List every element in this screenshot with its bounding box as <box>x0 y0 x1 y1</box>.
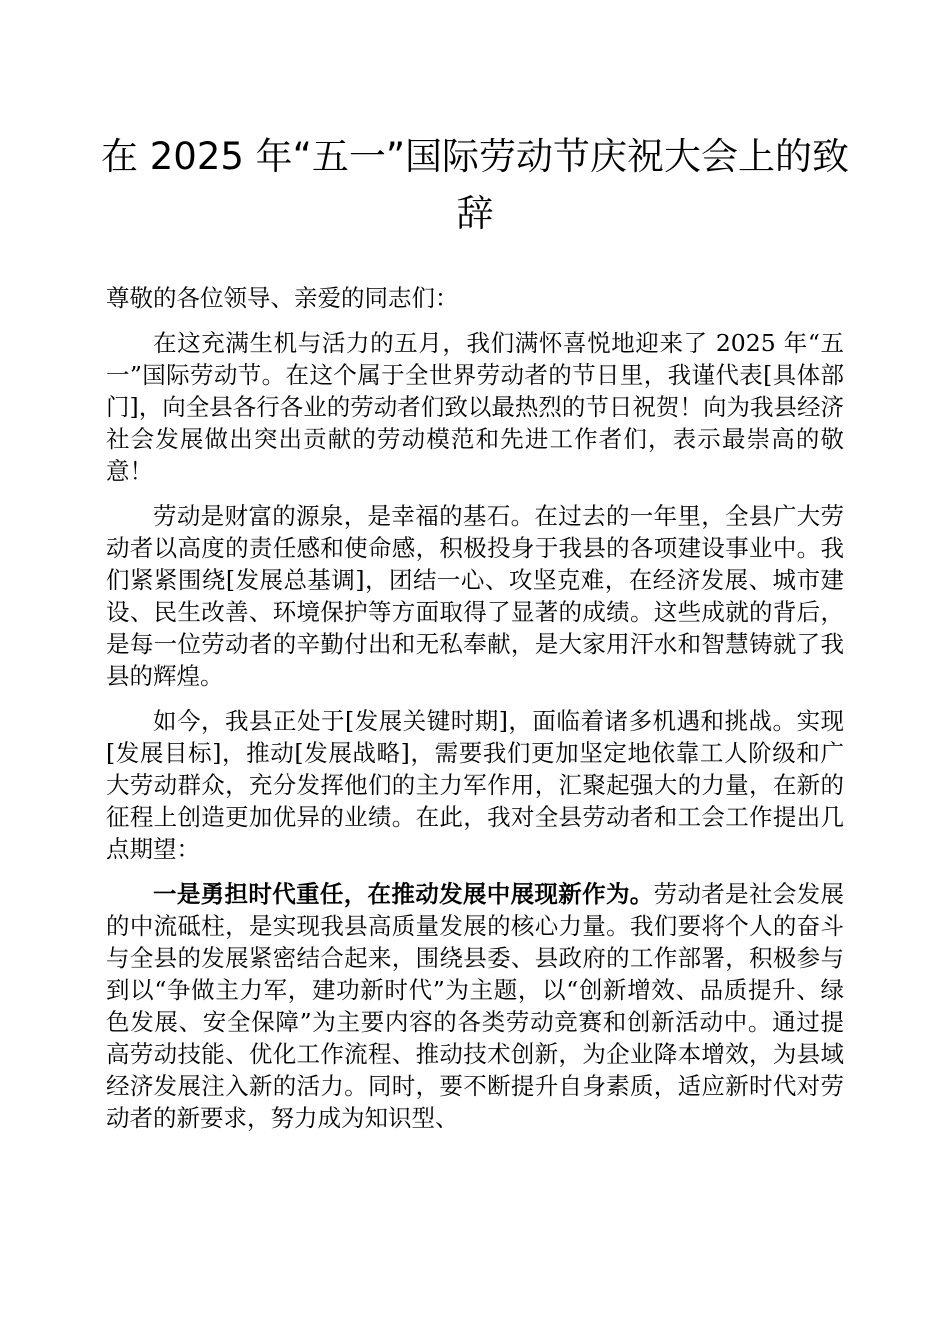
document-title: 在 2025 年“五一”国际劳动节庆祝大会上的致辞 <box>100 135 850 235</box>
document-body <box>106 282 844 1147</box>
paragraph-achievements: 劳动是财富的源泉，是幸福的基石。在过去的一年里，全县广大劳动者以高度的责任感和使命感，积极投身于我县的各项建设事业中。我们紧紧围绕[发展总基调]，团结一心、攻坚克难，在经济发展、城市建设、民生改善、环境保护等方面取得了显著的成绩。这些成就的背后，是每一位劳动者的辛勤付出和无私奉献，是大家用汗水和智慧铸就了我县的辉煌。 <box>106 502 844 690</box>
point-one-lead: 一是勇担时代重任，在推动发展中展现新作为。 <box>153 880 654 908</box>
paragraph-greeting: 在这充满生机与活力的五月，我们满怀喜悦地迎来了 2025 年“五一”国际劳动节。在这个属于全世界劳动者的节日里，我谨代表[具体部门]，向全县各行各业的劳动者们致以最热烈的节日祝贺！向为我县经济社会发展做出突出贡献的劳动模范和先进工作者们，表示最崇高的敬意！ <box>106 329 844 485</box>
paragraph-expectations: 如今，我县正处于[发展关键时期]，面临着诸多机遇和挑战。实现[发展目标]，推动[发展战略]，需要我们更加坚定地依靠工人阶级和广大劳动群众，充分发挥他们的主力军作用，汇聚起强大的力量，在新的征程上创造更加优异的业绩。在此，我对全县劳动者和工会工作提出几点期望： <box>106 707 844 863</box>
paragraph-point-one <box>106 878 844 1134</box>
point-one-text: 劳动者是社会发展的中流砥柱，是实现我县高质量发展的核心力量。我们要将个人的奋斗与全县的发展紧密结合起来，围绕县委、县政府的工作部署，积极参与到以“争做主力军，建功新时代”为主题，以“创新增效、品质提升、绿色发展、安全保障”为主要内容的各类劳动竞赛和创新活动中。通过提高劳动技能、优化工作流程、推动技术创新，为企业降本增效，为县域经济发展注入新的活力。同时，要不断提升自身素质，适应新时代对劳动者的新要求，努力成为知识型、 <box>106 880 844 1132</box>
salutation: 尊敬的各位领导、亲爱的同志们： <box>106 284 459 312</box>
